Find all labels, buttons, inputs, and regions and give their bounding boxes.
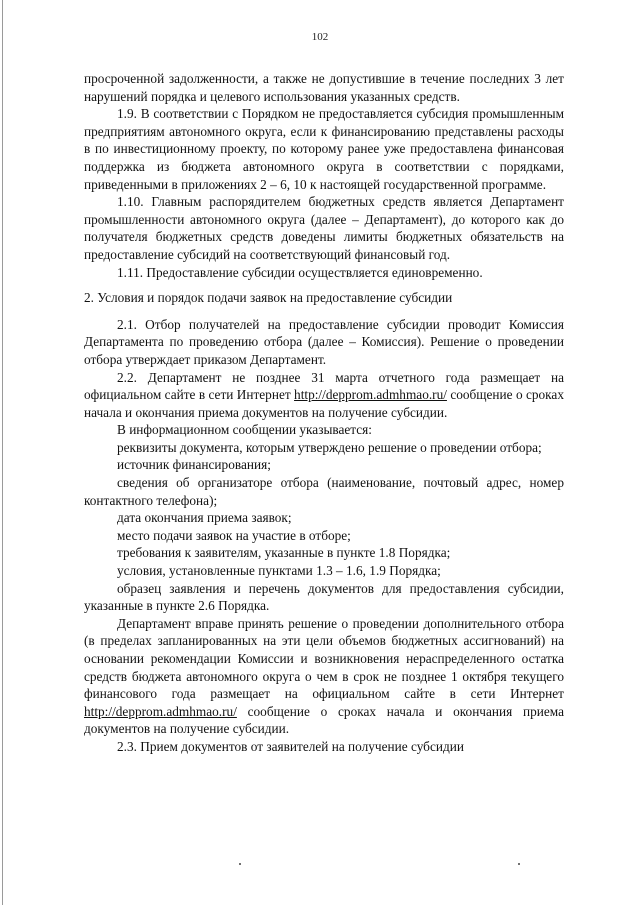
additional-selection-text-end: сообщение о сроках начала и окончания приема документов на получение субсидии. — [84, 703, 564, 737]
paragraph-additional-selection — [84, 615, 564, 738]
list-item: образец заявления и перечень документов для предоставления субсидии, указанные в пункте 2.6 Порядка. — [84, 580, 564, 614]
scan-speck — [239, 863, 241, 865]
list-item: реквизиты документа, которым утверждено решение о проведении отбора; — [117, 439, 542, 455]
paragraph-2-2-text-start: 2.2. Департамент не позднее 31 марта отчетного года размещает на официальном сайте в сети Интернет — [84, 369, 564, 403]
list-item: требования к заявителям, указанные в пункте 1.8 Порядка; — [117, 545, 451, 561]
paragraph-2-2 — [84, 369, 564, 422]
scan-specks — [0, 863, 640, 869]
paragraph-1-10: 1.10. Главным распорядителем бюджетных средств является Департамент промышленности автономного округа (далее – Департамент), до которого как до получателя бюджетных средств доведены лимиты бюджетных обязательств на предоставление субсидий на соответствующий финансовый год. — [84, 194, 564, 262]
info-intro: В информационном сообщении указывается: — [117, 422, 372, 438]
list-item: место подачи заявок на участие в отборе; — [117, 527, 351, 543]
list-item: условия, установленные пунктами 1.3 – 1.6, 1.9 Порядка; — [117, 563, 441, 579]
paragraph-1-9: 1.9. В соответствии с Порядком не предоставляется субсидия промышленным предприятиям автономного округа, если к финансированию представлены расходы в по инвестиционному проекту, по которому ранее уже предоставлена финансовая поддержка из бюджета автономного округа в соответствии с порядками, приведенными в приложениях 2 – 6, 10 к настоящей государственной программе. — [84, 106, 564, 192]
list-item: источник финансирования; — [117, 457, 271, 473]
paragraph-2-3: 2.3. Прием документов от заявителей на получение субсидии — [117, 738, 464, 754]
paragraph-continuation: просроченной задолженности, а также не допустившие в течение последних 3 лет нарушений порядка и целевого использования указанных средств. — [84, 71, 564, 104]
scan-speck — [518, 863, 520, 865]
list-item: дата окончания приема заявок; — [117, 510, 292, 526]
document-body — [84, 70, 564, 756]
additional-selection-text-start: Департамент вправе принять решение о проведении дополнительного отбора (в пределах запланированных на эти цели объемов бюджетных ассигнований) на основании рекомендации Комиссии и возникновения нераспределенного остатка средств бюджета автономного округа о чем в срок не позднее 1 октября текущего финансового года размещает на официальном сайте в сети Интернет — [84, 615, 564, 702]
paragraph-2-1: 2.1. Отбор получателей на предоставление субсидии проводит Комиссия Департамента по проведению отбора (далее – Комиссия). Решение о проведении отбора утверждает приказом Департамент. — [84, 316, 564, 367]
depprom-link-2[interactable]: http://depprom.admhmao.ru/ — [84, 703, 237, 719]
scan-edge — [2, 0, 3, 905]
depprom-link[interactable]: http://depprom.admhmao.ru/ — [294, 387, 447, 403]
page-number: 102 — [311, 31, 329, 43]
section-heading: 2. Условия и порядок подачи заявок на предоставление субсидии — [84, 290, 453, 306]
paragraph-1-11: 1.11. Предоставление субсидии осуществляется единовременно. — [117, 264, 483, 280]
paragraph-2-2-text-end: сообщение о сроках начала и окончания приема документов на получение субсидии. — [84, 387, 564, 420]
list-item: сведения об организаторе отбора (наименование, почтовый адрес, номер контактного телефона); — [84, 475, 564, 508]
